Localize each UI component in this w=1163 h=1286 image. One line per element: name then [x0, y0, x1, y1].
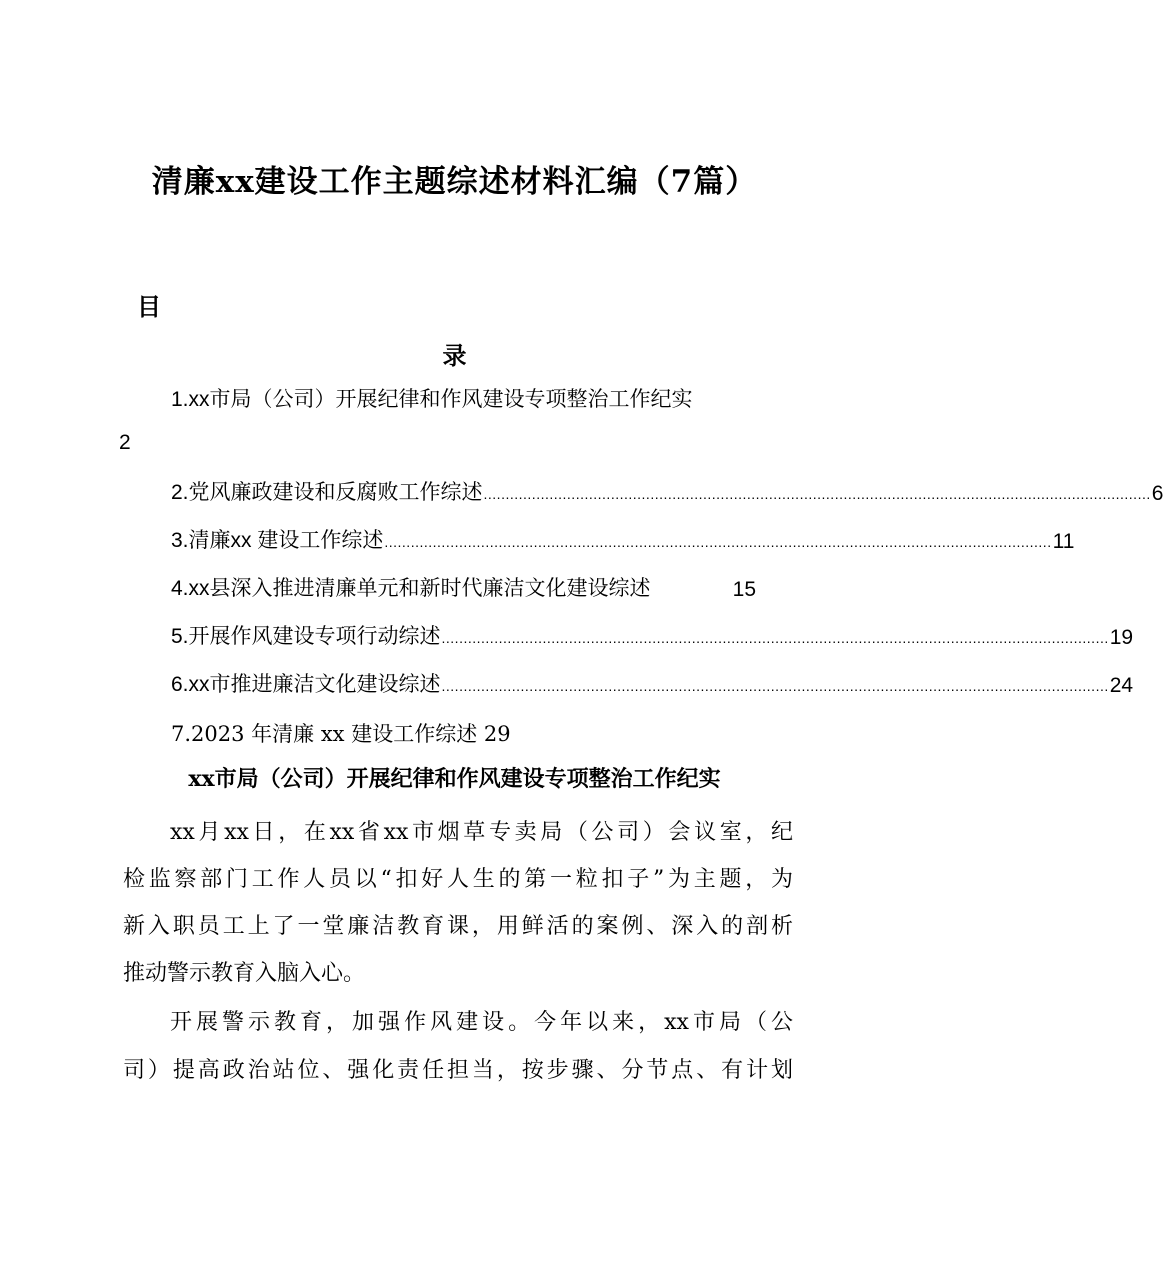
- paragraph-line: 开展警示教育，加强作风建设。今年以来，xx市局（公: [170, 1010, 793, 1035]
- paragraph-line: 推动警示教育入脑入心。: [123, 961, 366, 986]
- article-heading: xx市局（公司）开展纪律和作风建设专项整治工作纪实: [188, 766, 721, 792]
- toc-leader-dots: ........................................................................................................................................................: [441, 678, 1109, 694]
- toc-leader-dots: ........................................................................................................................................................: [384, 534, 1052, 550]
- paragraph-line: 新入职员工上了一堂廉洁教育课，用鲜活的案例、深入的剖析: [123, 914, 793, 939]
- toc-entry-1-text: 1.xx市局（公司）开展纪律和作风建设专项整治工作纪实: [171, 388, 693, 411]
- toc-entry-page: 6: [1151, 482, 1163, 505]
- document-title: 清廉xx建设工作主题综述材料汇编（7篇）: [151, 164, 758, 200]
- toc-entry-text: 4.xx县深入推进清廉单元和新时代廉洁文化建设综述: [171, 577, 651, 600]
- toc-entry-text: 3.清廉xx 建设工作综述: [171, 529, 384, 552]
- paragraph-line: xx月xx日，在xx省xx市烟草专卖局（公司）会议室，纪: [170, 820, 793, 845]
- toc-entry-6: [171, 666, 1134, 698]
- toc-entry-page: 19: [1109, 626, 1134, 649]
- toc-entry-7: 7.2023 年清廉 xx 建设工作综述 29: [171, 722, 511, 746]
- toc-leader-dots: ........................................................................................................................................................: [441, 630, 1109, 646]
- toc-entry-text: 5.开展作风建设专项行动综述: [171, 625, 441, 648]
- toc-entry-1-page: 2: [119, 431, 131, 454]
- toc-entry-page: 24: [1109, 674, 1134, 697]
- toc-heading-part2: 录: [442, 341, 467, 370]
- toc-entry-text: 2.党风廉政建设和反腐败工作综述: [171, 481, 483, 504]
- toc-entry-4: [171, 570, 756, 602]
- toc-entry-3: [171, 522, 1075, 554]
- paragraph-line: 检监察部门工作人员以“扣好人生的第一粒扣子”为主题，为: [123, 867, 793, 892]
- toc-heading-part1: 目: [137, 292, 161, 321]
- toc-leader-dots: ........................................................................................................................................................: [483, 486, 1151, 502]
- toc-entry-5: [171, 618, 1134, 650]
- toc-entry-page: 11: [1052, 530, 1075, 553]
- paragraph-line: 司）提高政治站位、强化责任担当，按步骤、分节点、有计划: [123, 1058, 793, 1083]
- toc-entry-text: 6.xx市推进廉洁文化建设综述: [171, 673, 441, 696]
- toc-entry-2: [171, 474, 1163, 506]
- toc-entry-page: 15: [732, 578, 756, 601]
